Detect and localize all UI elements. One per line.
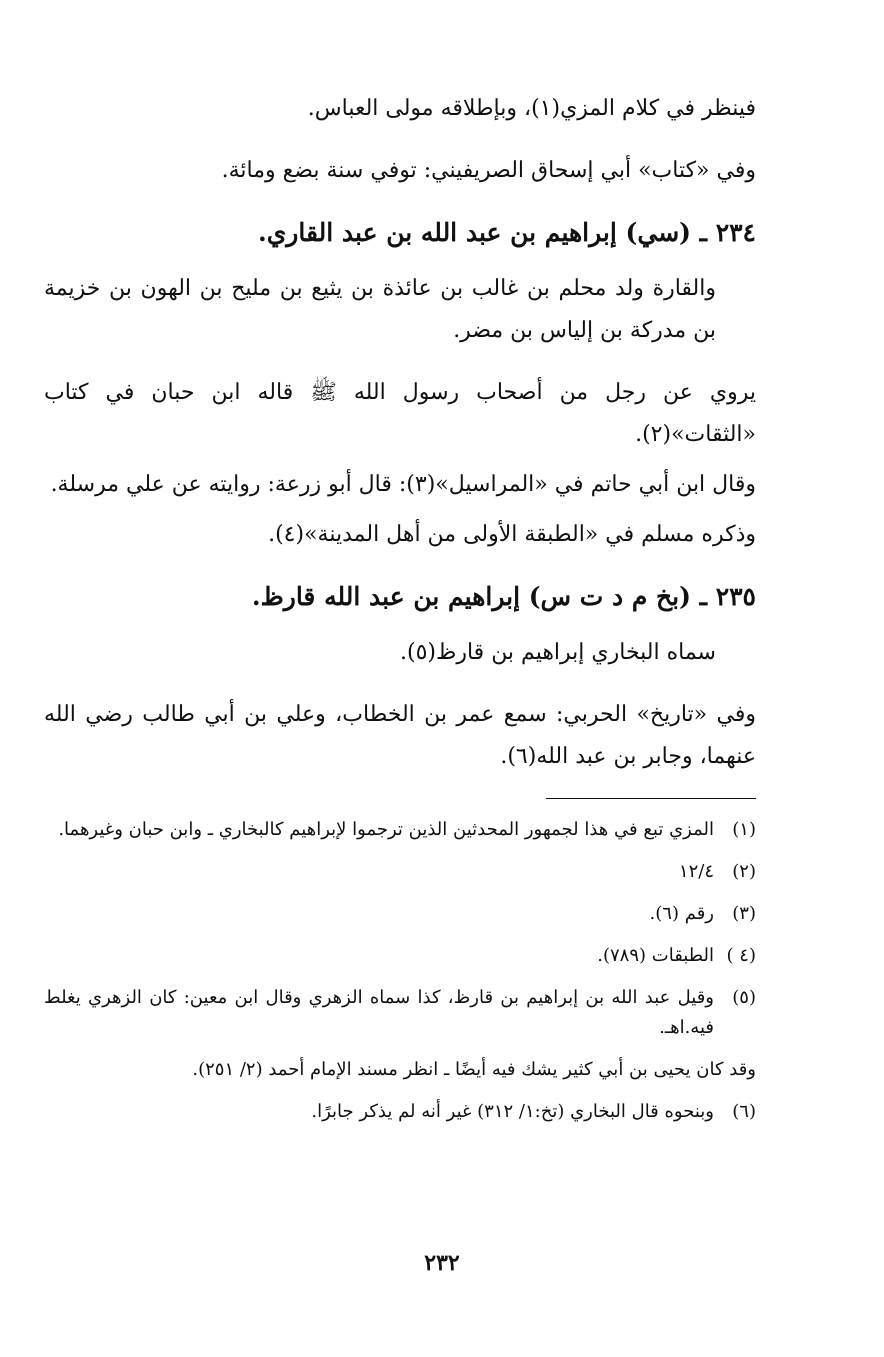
footnote-text: الطبقات (٧٨٩). xyxy=(597,945,714,966)
paragraph-harbi-tarikh: وفي «تاريخ» الحربي: سمع عمر بن الخطاب، وعلي بن أبي طالب رضي الله عنهما، وجابر بن عبد الله(٦). xyxy=(44,702,756,769)
paragraph-sarifini: وفي «كتاب» أبي إسحاق الصريفيني: توفي سنة بضع ومائة. xyxy=(221,158,756,183)
paragraph-ibn-hibban: يروي عن رجل من أصحاب رسول الله ﷺ قاله ابن حبان في كتاب «الثقات»(٢). xyxy=(44,380,756,447)
footnote-text: ١٢/٤ xyxy=(678,861,714,882)
footnote-number: (٤ ) xyxy=(726,945,756,966)
paragraph-muslim-tabaqa: وذكره مسلم في «الطبقة الأولى من أهل المدينة»(٤). xyxy=(268,522,756,547)
paragraph-qara-lineage: والقارة ولد محلم بن غالب بن عائذة بن يثيع بن مليح بن الهون بن خزيمة بن مدركة بن إلياس بن مضر. xyxy=(44,276,716,343)
footnote-number: (٦) xyxy=(732,1101,756,1122)
footnote-2 xyxy=(44,857,756,887)
paragraph-bukhari-naming: سماه البخاري إبراهيم بن قارظ(٥). xyxy=(400,640,716,665)
footnote-number: (٢) xyxy=(732,861,756,882)
footnote-text: وبنحوه قال البخاري (تخ:١/ ٣١٢) غير أنه لم يذكر جابرًا. xyxy=(311,1101,714,1122)
footnote-4 xyxy=(44,941,756,971)
footnote-text: وقد كان يحيى بن أبي كثير يشك فيه أيضًا ـ انظر مسند الإمام أحمد (٢/ ٢٥١). xyxy=(192,1059,756,1080)
entry-heading-234: ٢٣٤ ـ (سي) إبراهيم بن عبد الله بن عبد القاري. xyxy=(258,218,756,247)
footnote-text: رقم (٦). xyxy=(649,903,714,924)
footnote-5 xyxy=(44,983,756,1043)
footnote-text: المزي تبع في هذا لجمهور المحدثين الذين ترجموا لإبراهيم كالبخاري ـ وابن حبان وغيرهما. xyxy=(58,819,714,840)
footnote-number: (١) xyxy=(732,819,756,840)
paragraph-mizzi: فينظر في كلام المزي(١)، وبإطلاقه مولى العباس. xyxy=(307,96,756,121)
footnote-divider xyxy=(546,798,756,799)
footnote-number: (٥) xyxy=(732,987,756,1008)
page-number: ٢٣٢ xyxy=(424,1250,460,1276)
paragraph-ibn-abi-hatim: وقال ابن أبي حاتم في «المراسيل»(٣): قال أبو زرعة: روايته عن علي مرسلة. xyxy=(50,472,756,497)
footnote-1 xyxy=(44,815,756,845)
footnote-5-continued xyxy=(44,1055,756,1085)
footnote-number: (٣) xyxy=(732,903,756,924)
footnote-3 xyxy=(44,899,756,929)
footnote-6 xyxy=(44,1097,756,1127)
footnote-text: وقيل عبد الله بن إبراهيم بن قارظ، كذا سماه الزهري وقال ابن معين: كان الزهري يغلط فيه.اهـ. xyxy=(44,987,714,1038)
entry-heading-235: ٢٣٥ ـ (بخ م د ت س) إبراهيم بن عبد الله قارظ. xyxy=(251,582,756,611)
